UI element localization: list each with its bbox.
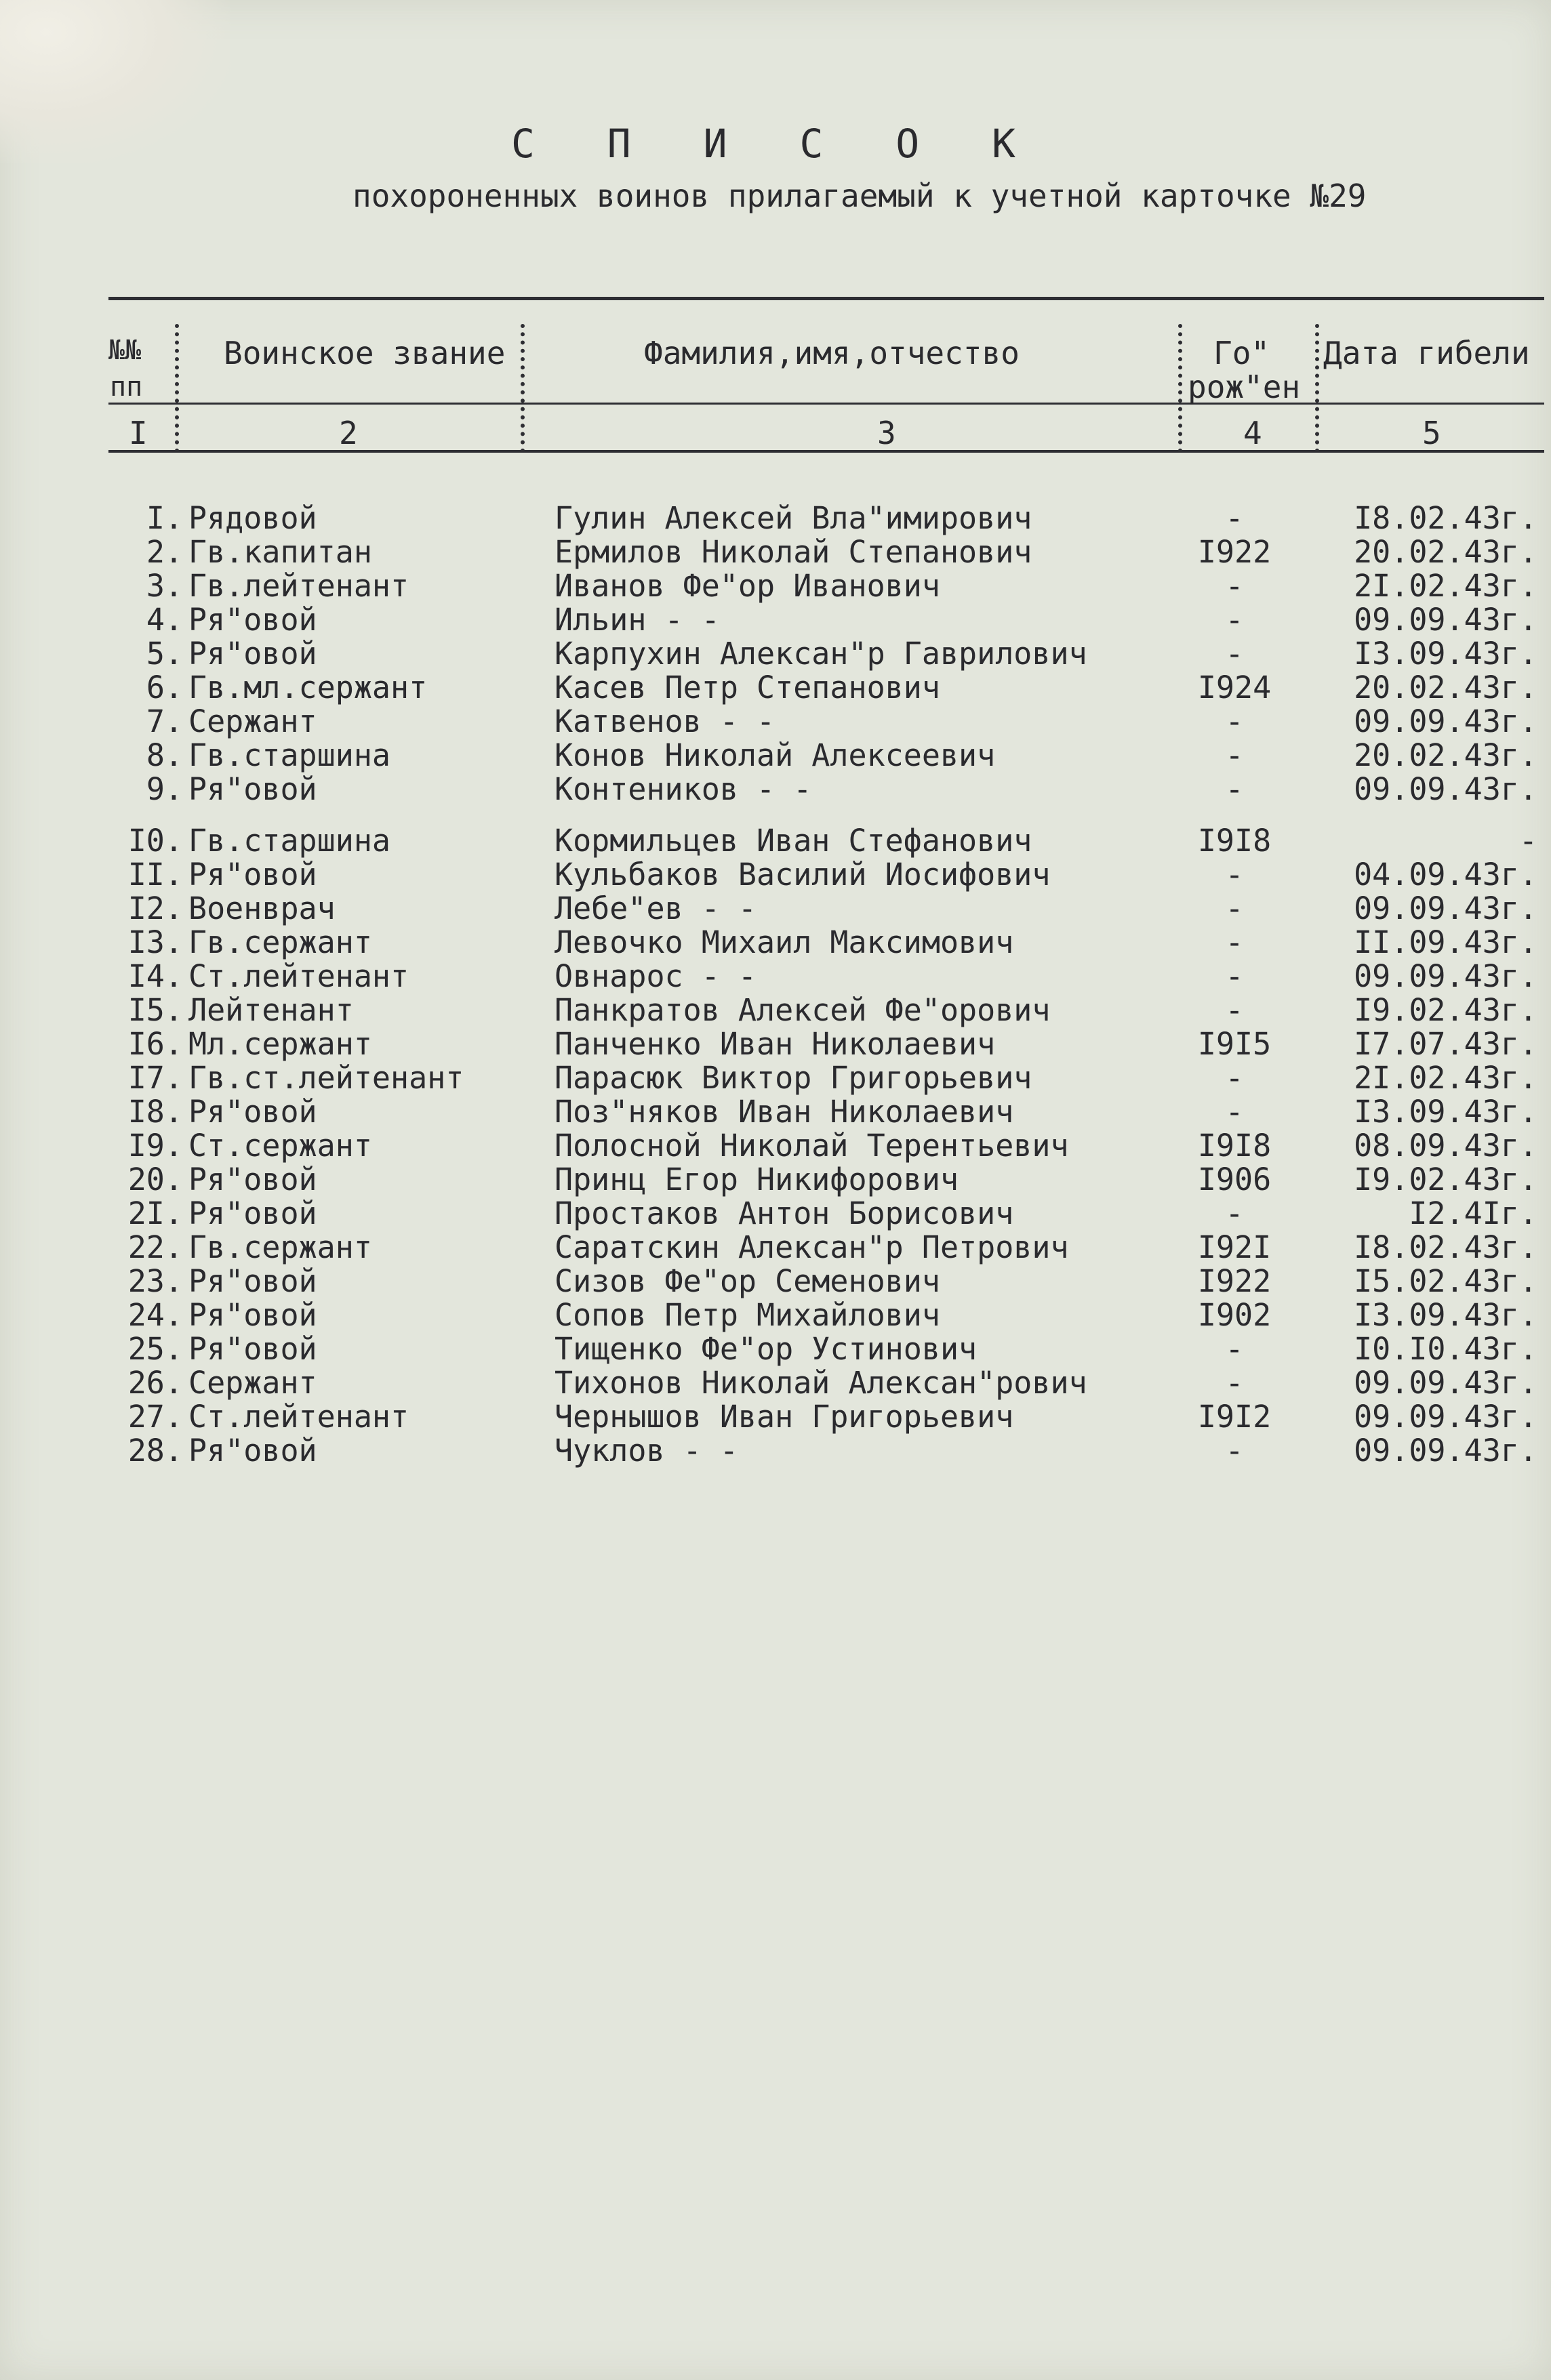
row-number: I4.: [127, 958, 183, 994]
row-year: -: [1225, 958, 1244, 994]
row-year: -: [1225, 1094, 1244, 1130]
table-row: [0, 534, 1551, 568]
table-row: [0, 1026, 1551, 1060]
row-date: 04.09.43г.: [1354, 857, 1537, 893]
row-rank: Ря"овой: [188, 1094, 317, 1130]
table-row: [0, 500, 1551, 534]
row-name: Саратскин Алексан"р Петрович: [555, 1229, 1069, 1265]
row-number: 6.: [146, 670, 183, 705]
table-row: [0, 823, 1551, 857]
row-rank: Военврач: [188, 890, 336, 926]
row-date: I2.4Iг.: [1409, 1195, 1537, 1231]
row-date: I8.02.43г.: [1354, 500, 1537, 536]
row-number: 28.: [127, 1433, 183, 1469]
row-name: Полосной Николай Терентьевич: [555, 1128, 1069, 1164]
table-row: [0, 1399, 1551, 1433]
row-number: 23.: [127, 1263, 183, 1299]
row-year: -: [1225, 1195, 1244, 1231]
row-date: 09.09.43г.: [1354, 771, 1537, 807]
row-number: 22.: [127, 1229, 183, 1265]
row-date: II.09.43г.: [1354, 924, 1537, 960]
column-separator-1: [175, 324, 179, 453]
row-year: -: [1225, 1060, 1244, 1096]
row-number: I0.: [127, 823, 183, 859]
row-name: Левочко Михаил Максимович: [555, 924, 1014, 960]
row-year: -: [1225, 890, 1244, 926]
table-row: [0, 1162, 1551, 1195]
table-row: [0, 992, 1551, 1026]
row-date: I5.02.43г.: [1354, 1263, 1537, 1299]
row-name: Кормильцев Иван Стефанович: [555, 823, 1032, 859]
column-separator-3: [1178, 324, 1182, 453]
row-year: I902: [1197, 1297, 1272, 1333]
row-name: Ильин - -: [555, 602, 720, 638]
row-number: 9.: [146, 771, 183, 807]
row-date: -: [1518, 823, 1537, 859]
table-row: [0, 1297, 1551, 1331]
row-number: I6.: [127, 1026, 183, 1062]
row-date: I3.09.43г.: [1354, 636, 1537, 672]
row-year: I92I: [1197, 1229, 1272, 1265]
row-number: I.: [146, 500, 183, 536]
row-name: Панкратов Алексей Фе"орович: [555, 992, 1051, 1028]
row-date: 09.09.43г.: [1354, 958, 1537, 994]
row-date: 2I.02.43г.: [1354, 1060, 1537, 1096]
row-year: I9I2: [1197, 1399, 1272, 1435]
row-name: Ермилов Николай Степанович: [555, 534, 1032, 570]
row-name: Лебе"ев - -: [555, 890, 757, 926]
row-year: I9I5: [1197, 1026, 1272, 1062]
row-name: Сизов Фе"ор Семенович: [555, 1263, 940, 1299]
row-number: 4.: [146, 602, 183, 638]
row-number: 24.: [127, 1297, 183, 1333]
row-date: 09.09.43г.: [1354, 703, 1537, 739]
header-rank: Воинское звание: [224, 335, 506, 371]
row-rank: Рядовой: [188, 500, 317, 536]
row-rank: Гв.сержант: [188, 1229, 372, 1265]
row-name: Сопов Петр Михайлович: [555, 1297, 940, 1333]
row-date: I9.02.43г.: [1354, 1162, 1537, 1197]
table-row: [0, 857, 1551, 893]
header-date: Дата гибели: [1323, 335, 1530, 371]
row-name: Иванов Фе"ор Иванович: [555, 568, 940, 604]
row-rank: Гв.капитан: [188, 534, 372, 570]
row-name: Парасюк Виктор Григорьевич: [555, 1060, 1032, 1096]
row-date: 09.09.43г.: [1354, 1399, 1537, 1435]
row-number: 7.: [146, 703, 183, 739]
row-date: 20.02.43г.: [1354, 737, 1537, 773]
row-rank: Гв.сержант: [188, 924, 372, 960]
table-row: [0, 737, 1551, 771]
column-number-5: 5: [1422, 415, 1441, 451]
row-rank: Гв.старшина: [188, 737, 391, 773]
row-name: Контеников - -: [555, 771, 812, 807]
row-number: 25.: [127, 1331, 183, 1367]
row-name: Панченко Иван Николаевич: [555, 1026, 996, 1062]
header-year-top: Го": [1213, 335, 1270, 371]
row-rank: Ря"овой: [188, 857, 317, 893]
header-top-rule: [108, 297, 1544, 300]
row-name: Чернышов Иван Григорьевич: [555, 1399, 1014, 1435]
row-rank: Сержант: [188, 703, 317, 739]
table-row: [0, 1060, 1551, 1094]
row-year: -: [1225, 703, 1244, 739]
row-rank: Ря"овой: [188, 1263, 317, 1299]
table-row: [0, 924, 1551, 958]
row-year: -: [1225, 992, 1244, 1028]
row-number: 26.: [127, 1365, 183, 1401]
table-row: [0, 1433, 1551, 1469]
row-name: Конов Николай Алексеевич: [555, 737, 996, 773]
row-name: Простаков Антон Борисович: [555, 1195, 1014, 1231]
row-number: 5.: [146, 636, 183, 672]
row-year: I9I8: [1197, 1128, 1272, 1164]
row-name: Принц Егор Никифорович: [555, 1162, 959, 1197]
table-row: [0, 568, 1551, 602]
header-bottom-rule: [108, 450, 1544, 453]
row-number: 20.: [127, 1162, 183, 1197]
row-rank: Ря"овой: [188, 1195, 317, 1231]
row-rank: Гв.мл.сержант: [188, 670, 428, 705]
row-date: I3.09.43г.: [1354, 1297, 1537, 1333]
row-rank: Гв.лейтенант: [188, 568, 409, 604]
row-number: I2.: [127, 890, 183, 926]
row-date: 09.09.43г.: [1354, 890, 1537, 926]
row-date: I8.02.43г.: [1354, 1229, 1537, 1265]
row-year: -: [1225, 568, 1244, 604]
table-row: [0, 1331, 1551, 1365]
row-year: -: [1225, 602, 1244, 638]
header-num-bottom: пп: [110, 371, 143, 403]
row-rank: Ря"овой: [188, 602, 317, 638]
row-number: I9.: [127, 1128, 183, 1164]
row-name: Тихонов Николай Алексан"рович: [555, 1365, 1087, 1401]
row-date: 20.02.43г.: [1354, 670, 1537, 705]
table-row: [0, 1094, 1551, 1128]
table-row: [0, 890, 1551, 924]
row-year: -: [1225, 500, 1244, 536]
row-date: I0.I0.43г.: [1354, 1331, 1537, 1367]
row-name: Касев Петр Степанович: [555, 670, 940, 705]
row-name: Катвенов - -: [555, 703, 776, 739]
row-name: Чуклов - -: [555, 1433, 738, 1469]
row-rank: Сержант: [188, 1365, 317, 1401]
row-year: -: [1225, 636, 1244, 672]
document-subtitle: похороненных воинов прилагаемый к учетной карточке №29: [352, 178, 1367, 214]
column-separator-4: [1315, 324, 1319, 453]
row-year: -: [1225, 737, 1244, 773]
row-rank: Мл.сержант: [188, 1026, 372, 1062]
row-date: 08.09.43г.: [1354, 1128, 1537, 1164]
row-date: I9.02.43г.: [1354, 992, 1537, 1028]
row-date: 09.09.43г.: [1354, 602, 1537, 638]
row-date: 09.09.43г.: [1354, 1433, 1537, 1469]
row-number: I5.: [127, 992, 183, 1028]
header-num-top: №№: [108, 335, 142, 366]
row-name: Кульбаков Василий Иосифович: [555, 857, 1051, 893]
row-date: I7.07.43г.: [1354, 1026, 1537, 1062]
row-date: 09.09.43г.: [1354, 1365, 1537, 1401]
table-row: [0, 1128, 1551, 1162]
row-rank: Ст.лейтенант: [188, 958, 409, 994]
row-number: 2I.: [127, 1195, 183, 1231]
row-year: -: [1225, 1365, 1244, 1401]
row-name: Тищенко Фе"ор Устинович: [555, 1331, 978, 1367]
row-year: -: [1225, 924, 1244, 960]
table-row: [0, 1195, 1551, 1229]
column-number-4: 4: [1243, 415, 1262, 451]
row-rank: Ря"овой: [188, 1433, 317, 1469]
row-rank: Ря"овой: [188, 1331, 317, 1367]
table-row: [0, 958, 1551, 992]
row-name: Овнарос - -: [555, 958, 757, 994]
row-year: I906: [1197, 1162, 1272, 1197]
header-year-bottom: рож"ен: [1188, 369, 1301, 405]
row-rank: Гв.ст.лейтенант: [188, 1060, 464, 1096]
table-row: [0, 1365, 1551, 1399]
row-rank: Ря"овой: [188, 771, 317, 807]
table-row: [0, 1229, 1551, 1263]
table-row: [0, 636, 1551, 670]
row-year: I924: [1197, 670, 1272, 705]
row-number: 27.: [127, 1399, 183, 1435]
header-name: Фамилия,имя,отчество: [644, 335, 1020, 371]
table-row: [0, 602, 1551, 636]
row-name: Поз"няков Иван Николаевич: [555, 1094, 1014, 1130]
row-number: II.: [127, 857, 183, 893]
row-number: I7.: [127, 1060, 183, 1096]
row-number: 3.: [146, 568, 183, 604]
column-number-2: 2: [339, 415, 358, 451]
row-year: -: [1225, 1331, 1244, 1367]
row-rank: Ря"овой: [188, 636, 317, 672]
row-year: I9I8: [1197, 823, 1272, 859]
row-year: -: [1225, 1433, 1244, 1469]
row-date: 2I.02.43г.: [1354, 568, 1537, 604]
column-number-3: 3: [877, 415, 896, 451]
row-year: -: [1225, 857, 1244, 893]
row-number: I8.: [127, 1094, 183, 1130]
row-year: -: [1225, 771, 1244, 807]
row-date: I3.09.43г.: [1354, 1094, 1537, 1130]
document-title: С П И С О К: [510, 121, 1041, 167]
row-rank: Ря"овой: [188, 1297, 317, 1333]
table-row: [0, 703, 1551, 737]
row-year: I922: [1197, 1263, 1272, 1299]
column-separator-2: [521, 324, 525, 453]
table-row: [0, 1263, 1551, 1297]
column-number-1: I: [129, 415, 148, 451]
row-number: I3.: [127, 924, 183, 960]
header-mid-rule: [108, 403, 1544, 405]
row-name: Карпухин Алексан"р Гаврилович: [555, 636, 1087, 672]
row-date: 20.02.43г.: [1354, 534, 1537, 570]
table-row: [0, 670, 1551, 703]
row-rank: Ря"овой: [188, 1162, 317, 1197]
row-number: 2.: [146, 534, 183, 570]
row-name: Гулин Алексей Вла"имирович: [555, 500, 1032, 536]
row-rank: Гв.старшина: [188, 823, 391, 859]
row-rank: Ст.лейтенант: [188, 1399, 409, 1435]
row-rank: Лейтенант: [188, 992, 354, 1028]
row-number: 8.: [146, 737, 183, 773]
row-rank: Ст.сержант: [188, 1128, 372, 1164]
row-year: I922: [1197, 534, 1272, 570]
table-row: [0, 771, 1551, 805]
